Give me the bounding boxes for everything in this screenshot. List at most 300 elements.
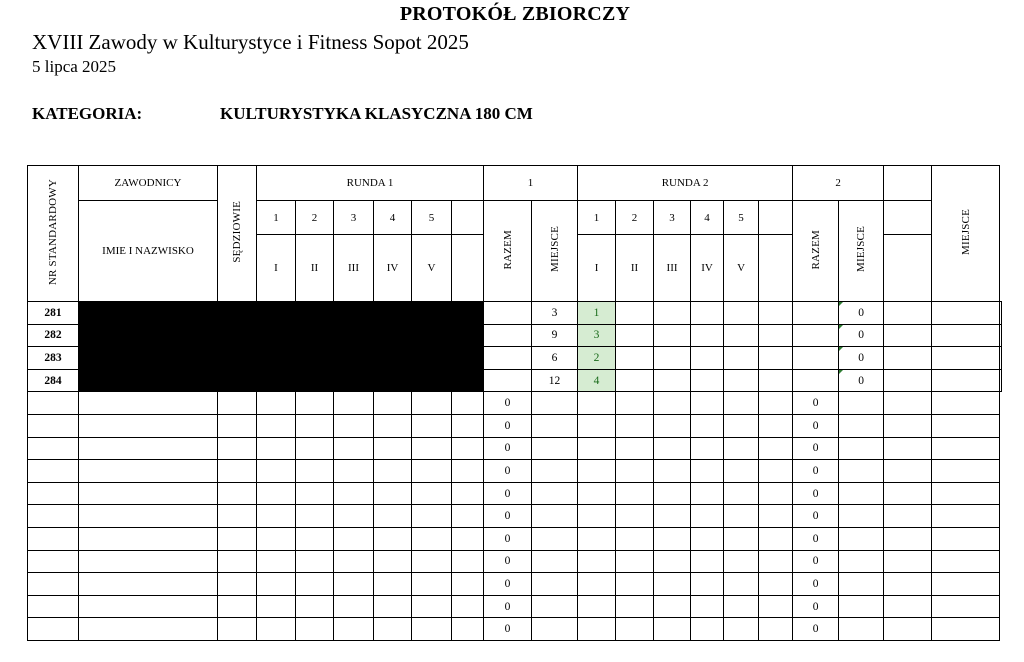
blank-cell xyxy=(884,527,932,550)
header-final-place: MIEJSCE xyxy=(932,166,1000,302)
header-total-1: RAZEM xyxy=(484,201,532,302)
score-cell xyxy=(759,460,793,483)
score-cell xyxy=(724,482,759,505)
blank-cell xyxy=(884,437,932,460)
judge-roman: I xyxy=(257,235,296,302)
score-cell xyxy=(452,550,484,573)
score-cell xyxy=(578,505,616,528)
score-cell xyxy=(578,392,616,415)
page-title: PROTOKÓŁ ZBIORCZY xyxy=(399,3,631,25)
score-cell xyxy=(654,595,691,618)
judge-number: 3 xyxy=(654,201,691,235)
table-row xyxy=(28,414,1002,437)
header-competitors: ZAWODNICY xyxy=(79,166,218,201)
round2-total: 0 xyxy=(793,527,839,550)
score-cell xyxy=(759,482,793,505)
header-nr: NR STANDARDOWY xyxy=(28,166,79,302)
final-place xyxy=(1000,347,1002,370)
score-cell xyxy=(759,347,793,370)
round1-total: 0 xyxy=(484,460,532,483)
score-cell xyxy=(616,505,654,528)
score-cell xyxy=(654,505,691,528)
judges-cell xyxy=(218,460,257,483)
judge-number: 5 xyxy=(724,201,759,235)
header-place-1: MIEJSCE xyxy=(532,201,578,302)
round1-total: 0 xyxy=(484,505,532,528)
score-cell xyxy=(691,437,724,460)
score-cell xyxy=(452,437,484,460)
score-cell xyxy=(452,392,484,415)
round2-place xyxy=(839,505,884,528)
round1-place xyxy=(532,437,578,460)
round2-place xyxy=(839,392,884,415)
round1-place xyxy=(532,550,578,573)
score-cell xyxy=(257,573,296,596)
score-cell xyxy=(578,460,616,483)
score-cell xyxy=(691,505,724,528)
score-cell xyxy=(296,414,334,437)
judges-cell xyxy=(218,437,257,460)
score-cell xyxy=(616,392,654,415)
round2-place xyxy=(839,595,884,618)
score-cell xyxy=(793,302,839,325)
score-cell xyxy=(616,369,654,392)
competitor-name xyxy=(79,460,218,483)
final-place xyxy=(932,505,1000,528)
redacted-block xyxy=(79,324,484,347)
score-cell xyxy=(334,414,374,437)
score-cell xyxy=(616,482,654,505)
round1-place xyxy=(532,618,578,641)
score-cell xyxy=(412,618,452,641)
final-place xyxy=(932,595,1000,618)
score-cell xyxy=(793,369,839,392)
table-row xyxy=(28,618,1002,641)
score-cell xyxy=(654,437,691,460)
judge-number: 1 xyxy=(257,201,296,235)
blank-cell xyxy=(452,201,484,235)
blank-cell xyxy=(452,235,484,302)
round2-place xyxy=(839,618,884,641)
score-cell xyxy=(412,437,452,460)
judge-roman: V xyxy=(412,235,452,302)
score-cell xyxy=(654,392,691,415)
score-cell xyxy=(296,550,334,573)
round2-total: 0 xyxy=(839,347,884,370)
competitor-name xyxy=(79,414,218,437)
score-cell xyxy=(374,573,412,596)
blank-cell xyxy=(884,573,932,596)
score-cell xyxy=(654,369,691,392)
score-cell xyxy=(257,482,296,505)
round1-total: 0 xyxy=(484,527,532,550)
round1-place xyxy=(532,392,578,415)
score-cell xyxy=(412,550,452,573)
score-cell xyxy=(759,437,793,460)
score-cell xyxy=(334,618,374,641)
score-cell xyxy=(691,527,724,550)
score-cell xyxy=(296,460,334,483)
score-cell xyxy=(616,618,654,641)
final-place xyxy=(932,550,1000,573)
competitor-number xyxy=(28,505,79,528)
score-cell xyxy=(654,618,691,641)
score-cell xyxy=(257,618,296,641)
score-cell xyxy=(334,573,374,596)
round1-total: 0 xyxy=(484,482,532,505)
final-place xyxy=(932,527,1000,550)
judge-number: 2 xyxy=(296,201,334,235)
round2-place xyxy=(839,460,884,483)
round1-place: 3 xyxy=(578,324,616,347)
judge-roman: IV xyxy=(691,235,724,302)
score-cell xyxy=(691,369,724,392)
table-row xyxy=(28,550,1002,573)
score-cell xyxy=(374,482,412,505)
score-cell xyxy=(578,414,616,437)
redacted-block xyxy=(79,302,484,325)
score-cell xyxy=(654,324,691,347)
competitor-name xyxy=(79,618,218,641)
score-cell xyxy=(484,369,532,392)
score-cell xyxy=(724,550,759,573)
score-cell xyxy=(691,347,724,370)
round1-total: 0 xyxy=(484,618,532,641)
blank-cell xyxy=(759,201,793,235)
score-cell xyxy=(759,618,793,641)
header-name: IMIE I NAZWISKO xyxy=(79,201,218,302)
round1-place xyxy=(532,595,578,618)
score-cell xyxy=(578,527,616,550)
table-row xyxy=(28,573,1002,596)
score-cell xyxy=(296,392,334,415)
round1-place: 2 xyxy=(578,347,616,370)
table-row xyxy=(28,369,1002,392)
round2-total: 0 xyxy=(793,573,839,596)
final-place xyxy=(932,482,1000,505)
judge-roman: III xyxy=(334,235,374,302)
score-cell xyxy=(334,505,374,528)
table-row xyxy=(28,347,1002,370)
competitor-number xyxy=(28,482,79,505)
blank-cell xyxy=(884,550,932,573)
table-row xyxy=(28,324,1002,347)
judges-cell xyxy=(218,505,257,528)
score-cell xyxy=(296,527,334,550)
score-cell xyxy=(452,595,484,618)
score-cell xyxy=(412,392,452,415)
score-cell xyxy=(654,482,691,505)
score-cell xyxy=(484,347,532,370)
score-cell xyxy=(724,437,759,460)
table-row xyxy=(28,437,1002,460)
blank-cell xyxy=(884,482,932,505)
score-cell xyxy=(616,347,654,370)
competitor-name xyxy=(79,505,218,528)
score-cell xyxy=(578,573,616,596)
redacted-block xyxy=(79,369,484,392)
competitor-number xyxy=(28,573,79,596)
round1-total: 0 xyxy=(484,437,532,460)
score-cell xyxy=(759,302,793,325)
score-cell xyxy=(334,460,374,483)
round1-total: 6 xyxy=(532,347,578,370)
round2-total: 0 xyxy=(793,482,839,505)
round1-place xyxy=(532,414,578,437)
judge-roman: V xyxy=(724,235,759,302)
final-place xyxy=(932,392,1000,415)
score-cell xyxy=(374,527,412,550)
score-cell xyxy=(374,460,412,483)
score-cell xyxy=(691,550,724,573)
score-cell xyxy=(691,482,724,505)
table-row xyxy=(28,392,1002,415)
score-cell xyxy=(484,302,532,325)
blank-cell xyxy=(884,392,932,415)
competitor-number: 281 xyxy=(28,302,79,325)
competitor-name xyxy=(79,392,218,415)
score-cell xyxy=(578,550,616,573)
round1-total: 0 xyxy=(484,414,532,437)
competitor-number xyxy=(28,527,79,550)
header-round2: RUNDA 2 xyxy=(578,166,793,201)
score-cell xyxy=(452,460,484,483)
round2-total: 0 xyxy=(793,595,839,618)
round2-total: 0 xyxy=(793,550,839,573)
score-cell xyxy=(654,573,691,596)
score-cell xyxy=(374,505,412,528)
round1-total: 12 xyxy=(532,369,578,392)
score-cell xyxy=(334,482,374,505)
competitor-name xyxy=(79,573,218,596)
blank-cell xyxy=(884,235,932,302)
score-cell xyxy=(452,505,484,528)
blank-cell xyxy=(884,595,932,618)
score-cell xyxy=(296,437,334,460)
round1-total: 0 xyxy=(484,550,532,573)
final-place xyxy=(932,573,1000,596)
blank-cell xyxy=(884,460,932,483)
score-cell xyxy=(691,324,724,347)
score-cell xyxy=(257,437,296,460)
table-row xyxy=(28,505,1002,528)
score-cell xyxy=(412,460,452,483)
score-cell xyxy=(724,595,759,618)
competitor-number xyxy=(28,460,79,483)
score-cell xyxy=(616,324,654,347)
competitor-number: 282 xyxy=(28,324,79,347)
blank-cell xyxy=(932,369,1000,392)
table-row xyxy=(28,527,1002,550)
score-cell xyxy=(412,414,452,437)
judges-cell xyxy=(218,414,257,437)
judge-roman: II xyxy=(616,235,654,302)
judge-roman: I xyxy=(578,235,616,302)
score-cell xyxy=(616,527,654,550)
score-cell xyxy=(759,324,793,347)
judge-roman: II xyxy=(296,235,334,302)
final-place xyxy=(1000,369,1002,392)
score-cell xyxy=(724,302,759,325)
score-cell xyxy=(691,618,724,641)
score-cell xyxy=(374,618,412,641)
score-cell xyxy=(452,414,484,437)
competitor-number xyxy=(28,437,79,460)
score-cell xyxy=(578,618,616,641)
score-cell xyxy=(412,595,452,618)
category-name: KULTURYSTYKA KLASYCZNA 180 CM xyxy=(220,104,533,123)
score-cell xyxy=(616,437,654,460)
final-place xyxy=(1000,302,1002,325)
competitor-number xyxy=(28,550,79,573)
score-cell xyxy=(296,505,334,528)
round1-place xyxy=(532,460,578,483)
results-table xyxy=(27,165,1002,641)
score-cell xyxy=(759,527,793,550)
redacted-block xyxy=(79,347,484,370)
round2-total: 0 xyxy=(839,302,884,325)
round2-total: 0 xyxy=(839,369,884,392)
score-cell xyxy=(296,482,334,505)
round2-place xyxy=(839,482,884,505)
score-cell xyxy=(793,347,839,370)
score-cell xyxy=(257,414,296,437)
round2-place xyxy=(839,550,884,573)
round1-total: 0 xyxy=(484,392,532,415)
score-cell xyxy=(374,392,412,415)
blank-cell xyxy=(932,324,1000,347)
judges-cell xyxy=(218,573,257,596)
final-place xyxy=(932,414,1000,437)
score-cell xyxy=(334,437,374,460)
round2-total: 0 xyxy=(793,505,839,528)
score-cell xyxy=(616,302,654,325)
score-cell xyxy=(578,437,616,460)
score-cell xyxy=(452,618,484,641)
round2-place xyxy=(884,302,932,325)
judges-cell xyxy=(218,550,257,573)
score-cell xyxy=(616,460,654,483)
score-cell xyxy=(484,324,532,347)
competitor-number xyxy=(28,595,79,618)
score-cell xyxy=(759,505,793,528)
score-cell xyxy=(691,414,724,437)
score-cell xyxy=(334,550,374,573)
score-cell xyxy=(616,573,654,596)
judge-number: 5 xyxy=(412,201,452,235)
score-cell xyxy=(759,595,793,618)
round1-place xyxy=(532,505,578,528)
score-cell xyxy=(374,414,412,437)
blank-cell xyxy=(932,347,1000,370)
competitor-number xyxy=(28,392,79,415)
round2-total: 0 xyxy=(839,324,884,347)
judge-number: 4 xyxy=(374,201,412,235)
header-judges: SĘDZIOWIE xyxy=(218,166,257,302)
competitor-name xyxy=(79,550,218,573)
score-cell xyxy=(616,595,654,618)
blank-cell xyxy=(884,618,932,641)
score-cell xyxy=(759,573,793,596)
blank-cell xyxy=(884,414,932,437)
score-cell xyxy=(654,550,691,573)
round1-total: 0 xyxy=(484,595,532,618)
header-empty xyxy=(884,166,932,201)
score-cell xyxy=(724,460,759,483)
round2-place xyxy=(884,369,932,392)
judges-cell xyxy=(218,527,257,550)
score-cell xyxy=(654,527,691,550)
table-row xyxy=(28,460,1002,483)
score-cell xyxy=(759,369,793,392)
score-cell xyxy=(334,392,374,415)
judge-roman: IV xyxy=(374,235,412,302)
header-total-2: RAZEM xyxy=(793,201,839,302)
round2-total: 0 xyxy=(793,437,839,460)
blank-cell xyxy=(932,302,1000,325)
blank-cell xyxy=(884,505,932,528)
category-label: KATEGORIA: xyxy=(32,104,143,123)
judge-number: 3 xyxy=(334,201,374,235)
round1-place: 1 xyxy=(578,302,616,325)
score-cell xyxy=(257,505,296,528)
score-cell xyxy=(296,618,334,641)
score-cell xyxy=(257,392,296,415)
score-cell xyxy=(793,324,839,347)
score-cell xyxy=(616,414,654,437)
score-cell xyxy=(296,595,334,618)
score-cell xyxy=(691,302,724,325)
score-cell xyxy=(578,595,616,618)
round2-total: 0 xyxy=(793,618,839,641)
score-cell xyxy=(334,595,374,618)
score-cell xyxy=(257,460,296,483)
competitor-name xyxy=(79,527,218,550)
score-cell xyxy=(578,482,616,505)
judge-number: 2 xyxy=(616,201,654,235)
round2-place xyxy=(839,414,884,437)
blank-cell xyxy=(759,235,793,302)
round2-place xyxy=(884,347,932,370)
round2-total: 0 xyxy=(793,392,839,415)
round2-total: 0 xyxy=(793,414,839,437)
score-cell xyxy=(334,527,374,550)
score-cell xyxy=(452,482,484,505)
score-cell xyxy=(724,324,759,347)
round2-place xyxy=(839,527,884,550)
score-cell xyxy=(654,302,691,325)
score-cell xyxy=(452,573,484,596)
blank-cell xyxy=(884,201,932,235)
competitor-number: 284 xyxy=(28,369,79,392)
round2-total: 0 xyxy=(793,460,839,483)
round2-place xyxy=(839,573,884,596)
competitor-name xyxy=(79,595,218,618)
event-date: 5 lipca 2025 xyxy=(32,57,117,76)
round1-total: 3 xyxy=(532,302,578,325)
round1-place xyxy=(532,482,578,505)
round1-place xyxy=(532,527,578,550)
score-cell xyxy=(724,369,759,392)
round1-place: 4 xyxy=(578,369,616,392)
final-place xyxy=(1000,324,1002,347)
final-place xyxy=(932,437,1000,460)
score-cell xyxy=(374,550,412,573)
score-cell xyxy=(691,460,724,483)
score-cell xyxy=(452,527,484,550)
score-cell xyxy=(374,437,412,460)
score-cell xyxy=(412,482,452,505)
